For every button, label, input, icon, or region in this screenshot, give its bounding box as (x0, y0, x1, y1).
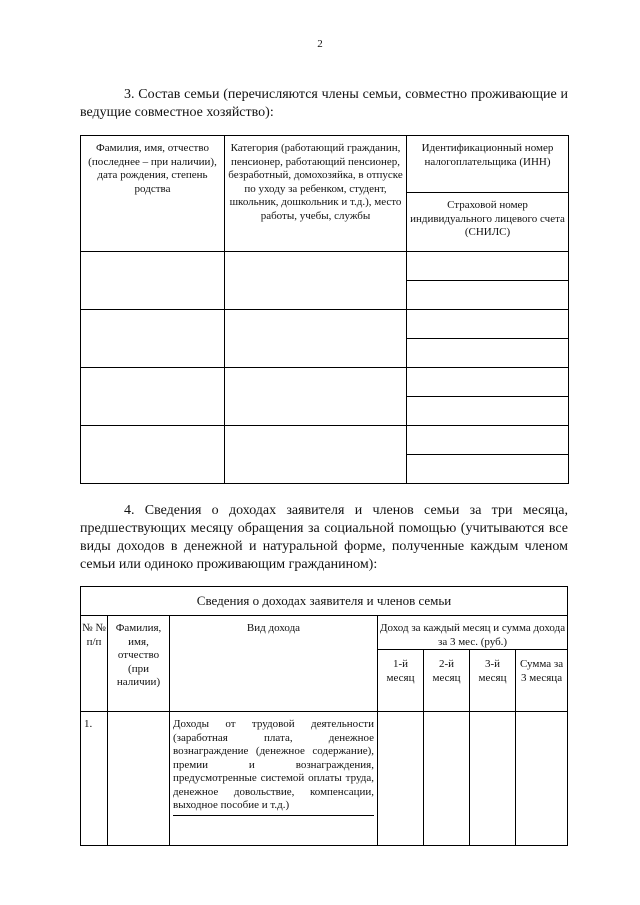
family-row-3-category[interactable] (225, 368, 407, 426)
family-row-4-category[interactable] (225, 426, 407, 484)
income-col-num-header: № № п/п (81, 616, 108, 712)
page-number: 2 (317, 38, 323, 50)
family-row-1-category[interactable] (225, 252, 407, 310)
family-row-1-snils[interactable] (407, 281, 569, 310)
income-col-type-header: Вид дохода (170, 616, 378, 712)
family-row-1-inn[interactable] (407, 252, 569, 281)
family-row-3-snils[interactable] (407, 397, 569, 426)
income-col-month2-header: 2-й месяц (424, 650, 470, 712)
income-col-amount-header: Доход за каждый месяц и сумма дохода за 3 мес. (руб.) (378, 616, 568, 650)
family-row-3-name[interactable] (81, 368, 225, 426)
family-row-4-snils[interactable] (407, 455, 569, 484)
family-col-snils-header: Страховой номер индивидуального лицевого счета (СНИЛС) (407, 193, 569, 252)
family-row-4-name[interactable] (81, 426, 225, 484)
income-row-1-name[interactable] (108, 712, 170, 846)
income-row-1-num: 1. (81, 712, 108, 846)
family-row-1-name[interactable] (81, 252, 225, 310)
family-row-3-inn[interactable] (407, 368, 569, 397)
income-row-1-month1[interactable] (378, 712, 424, 846)
income-row-1-underline (173, 815, 374, 816)
income-row-1-type: Доходы от трудовой деятельности (заработная плата, денежное вознаграждение (денежное содержание), премии и вознаграждения, предусмотренные системой оплаты труда, денежное довольствие, компенсации, выходное пособие и т.д.) (170, 712, 378, 846)
income-table-title: Сведения о доходах заявителя и членов семьи (81, 587, 568, 616)
family-col-name-header: Фамилия, имя, отчество (последнее – при наличии), дата рождения, степень родства (81, 136, 225, 252)
family-row-2-inn[interactable] (407, 310, 569, 339)
income-row-1-month2[interactable] (424, 712, 470, 846)
income-row-1-month3[interactable] (470, 712, 516, 846)
income-col-month1-header: 1-й месяц (378, 650, 424, 712)
family-col-inn-header: Идентификационный номер налогоплательщика (ИНН) (407, 136, 569, 193)
income-table (80, 586, 568, 846)
family-row-2-snils[interactable] (407, 339, 569, 368)
section3-paragraph: 3. Состав семьи (перечисляются члены семьи, совместно проживающие и ведущие совместное хозяйство): (80, 87, 568, 120)
family-row-2-name[interactable] (81, 310, 225, 368)
family-col-category-header: Категория (работающий гражданин, пенсионер, работающий пенсионер, безработный, домохозяйка, в отпуске по уходу за ребенком, студент, школьник, дошкольник и т.д.), место работы, учебы, службы (225, 136, 407, 252)
income-col-month3-header: 3-й месяц (470, 650, 516, 712)
income-col-name-header: Фамилия, имя, отчество (при наличии) (108, 616, 170, 712)
family-row-4-inn[interactable] (407, 426, 569, 455)
family-table (80, 135, 569, 484)
family-row-2-category[interactable] (225, 310, 407, 368)
income-col-sum-header: Сумма за 3 месяца (516, 650, 568, 712)
section4-paragraph: 4. Сведения о доходах заявителя и членов семьи за три месяца, предшествующих месяцу обращения за социальной помощью (учитываются все виды доходов в денежной и натуральной форме, полученные каждым членом семьи или одиноко проживающим гражданином): (80, 503, 568, 572)
income-row-1-sum[interactable] (516, 712, 568, 846)
